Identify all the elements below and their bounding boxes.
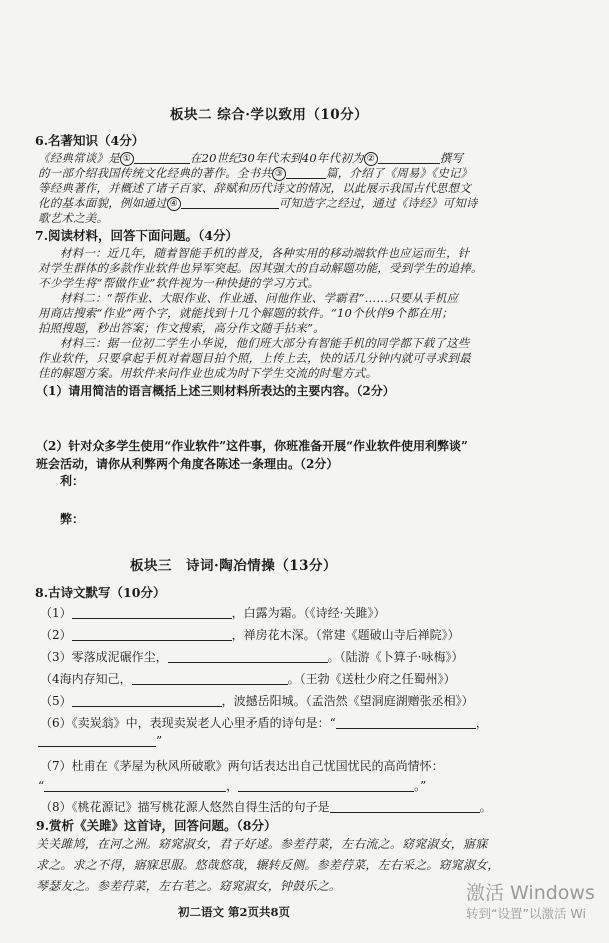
q8-item3: （3）零落成泥碾作尘， 。（陆游《卜算子·咏梅》） — [40, 650, 464, 664]
q6-line1: 《经典常谈》是 ① 在20世纪30年代末到40年代初为 ② 撰写 — [38, 151, 464, 165]
q6-blank-4[interactable] — [181, 197, 279, 209]
q8-blank-5[interactable] — [72, 695, 222, 707]
q7-sub2-line1: （2）针对众多学生使用“作业软件”这件事，你班准备开展“作业软件使用利弊谈” — [36, 439, 468, 453]
q6-line2: 的一部介绍我国传统文化经典的著作。全书共 ③ 篇，介绍了《周易》《史记》 — [38, 166, 473, 180]
q7-pro-label: 利： — [60, 474, 85, 488]
q9-poem-line3: 琴瑟友之。参差荇菜，左右芼之。窈窕淑女，钟鼓乐之。 — [36, 879, 342, 893]
q6-blank-2[interactable] — [378, 152, 440, 164]
q7-heading: 7.阅读材料，回答下面问题。（4分） — [35, 228, 238, 243]
q7-material2-line1: 材料二：“帮作业、大眼作业、作业通、问他作业、学霸君”……只要从手机应 — [60, 291, 459, 305]
q7-con-label: 弊： — [60, 512, 85, 526]
q8-heading: 8.古诗文默写（10分） — [35, 585, 166, 600]
q8-blank-7a[interactable] — [44, 780, 226, 792]
q6-line3: 等经典著作，并概述了诸子百家、辞赋和历代诗文的情况，以此展示我国古代思想文 — [38, 181, 471, 195]
q6-blank-3[interactable] — [286, 167, 326, 179]
q8-blank-4[interactable] — [132, 673, 288, 685]
q8-blank-1[interactable] — [72, 607, 232, 619]
q8-item8: （8）《桃花源记》描写桃花源人悠然自得生活的句子是 。 — [40, 800, 492, 814]
q9-heading: 9.赏析《关雎》这首诗，回答问题。（8分） — [36, 818, 277, 833]
q8-blank-6a[interactable] — [336, 717, 476, 729]
q8-blank-8[interactable] — [330, 801, 480, 813]
q6-heading: 6.名著知识（4分） — [35, 133, 145, 148]
q7-sub2-line2: 班会活动，请你从利弊两个角度各陈述一条理由。（2分） — [36, 457, 339, 471]
q7-material2-line2: 用商店搜索“作业”两个字，就能找到十几个解题的软件。“10个伙伴9个都在用； — [38, 306, 454, 320]
q8-item4: （4海内存知己， 。（王勃《送杜少府之任蜀州》） — [40, 672, 456, 686]
section2-title: 板块二 综合·学以致用（10分） — [170, 107, 369, 123]
q8-item7-cont: “ ， 。” — [38, 779, 427, 793]
q7-sub1: （1）请用简洁的语言概括上述三则材料所表达的主要内容。（2分） — [36, 384, 395, 398]
q8-item6-cont: ” — [38, 734, 162, 748]
q7-material1-line1: 材料一：近几年，随着智能手机的普及，各种实用的移动端软件也应运而生，针 — [60, 246, 470, 260]
q8-item7: （7）杜甫在《茅屋为秋风所破歌》两句话表达出自己忧国忧民的高尚情怀： — [40, 759, 444, 773]
q8-item1: （1） ，白露为霜。（《诗经·关雎》） — [40, 606, 386, 620]
q8-item5: （5） ，波撼岳阳城。（孟浩然《望洞庭湖赠张丞相》） — [40, 694, 474, 708]
q8-blank-3[interactable] — [168, 651, 328, 663]
windows-activation-watermark-hint: 转到“设置”以激活 Wi — [466, 906, 586, 921]
q7-material3-line3: 佳的解题方案。用软件来问作业也成为时下学生交流的时髦方式。 — [38, 366, 378, 380]
section3-title: 板块三 诗词·陶冶情操（13分） — [130, 558, 337, 574]
q7-material3-line2: 作业软件，只要拿起手机对着题目拍个照，上传上去，快的话几分钟内就可寻求到最 — [38, 351, 471, 365]
q6-line5: 歌艺术之美。 — [38, 211, 109, 225]
windows-activation-watermark-title: 激活 Windows — [466, 882, 595, 904]
q8-item2: （2） ，禅房花木深。（常建《题破山寺后禅院》） — [40, 628, 460, 642]
q8-blank-6b[interactable] — [38, 735, 156, 747]
q6-blank-1[interactable] — [134, 152, 190, 164]
q8-item6: （6）《卖炭翁》中，表现卖炭老人心里矛盾的诗句是：“ ， — [40, 716, 488, 730]
q8-blank-2[interactable] — [72, 629, 232, 641]
q9-poem-line1: 关关雎鸠，在河之洲。窈窕淑女，君子好逑。参差荇菜，左右流之。窈窕淑女，寤寐 — [36, 837, 488, 851]
q7-material1-line2: 对学生群体的多款作业软件也异军突起。因其强大的自动解题功能，受到学生的追捧。 — [38, 261, 483, 275]
q9-poem-line2: 求之。求之不得，寤寐思服。悠哉悠哉，辗转反侧。参差荇菜，左右采之。窈窕淑女， — [36, 858, 500, 872]
q7-material3-line1: 材料三：据一位初二学生小华说，他们班大部分有智能手机的同学都下载了这些 — [60, 336, 470, 350]
q7-material2-line3: 拍照搜题，秒出答案；作文搜索，高分作文随手拈来”。 — [38, 321, 325, 335]
q7-material1-line3: 不少学生将“帮做作业”软件视为一种快捷的学习方式。 — [38, 276, 320, 290]
page-footer: 初二语文 第2页共8页 — [178, 905, 291, 919]
q6-line4: 化的基本面貌，例如通过 ④ 可知造字之经过，通过《诗经》可知诗 — [38, 196, 478, 210]
q8-blank-7b[interactable] — [238, 780, 414, 792]
